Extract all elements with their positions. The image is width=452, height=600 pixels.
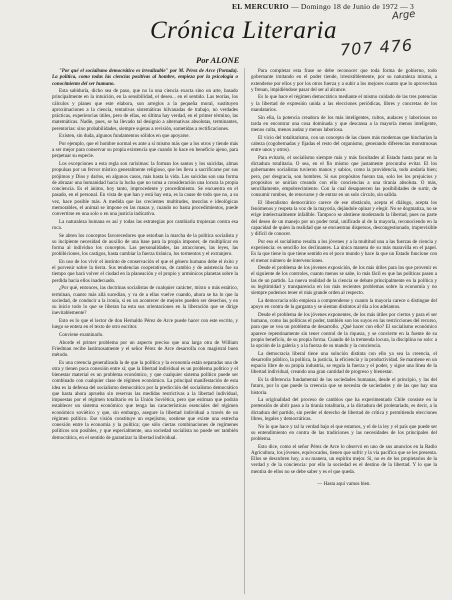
handwritten-code: 707 476 — [339, 35, 414, 60]
paragraph: Esta sabiduría, dicho sea de paso, que no la una ciencia exacta sino un arte, basado principalmente en la intuición, en la sensibilidad, el deseo... en el sentido. Las teorías, los cálculos y planes que este elabora, son arreglos a la pequeña moral, sustituyen aproximaciones a la ciencia, tentativas sistemáticas hilvanadas de trabajo, no verdades prácticas, experiencias útiles, pero de ellas, en última hay verdad, en el primer término, las matemáticas. Nadie, pues, se ha llevado tal designio a alternativas absolutas, terminantes, perentorias: sino probabilidades, siempre sujetas a revisión, sometidas a rectificaciones. — [52, 88, 238, 132]
paragraph: Por ejemplo, que el hombre normal es ante a sí mismo más que a los otros y tiende más a ser mejor para conservar su propia existencia que cuando lo hace en beneficio ajeno, para perpetuar su especie. — [52, 140, 238, 160]
paragraph: La originalidad del proceso de cambios que ha experimentado Chile consiste en la pretensión de abrir paso a la tiranía totalitaria, a la dictadura del proletariado, es decir, a la dictadura del partido, sin perder el derecho de libertad de crítica y permitiendo elecciones libres, legales y democráticas. — [251, 397, 437, 422]
paragraph: Existen, sin duda, algunos fundamentos sólidos en que apoyarse. — [59, 133, 190, 140]
paragraph: Desde el problema de los jóvenes exponentes, de los más útiles por ciertos y para el ser humano, como las políticas el poder, también son los suyos en las restricciones del recurso, para que se vea un problema de desarrollo. ¿Qué hacer con ello? El socialismo económico aparece repentinamente sin tener control de la riqueza, y se convierte en la fuente de su propio beneficio, de su propia forma. Cuando dé la tremenda locura, la disciplina no solo: a la opción de la galería y a la fuerza de su mando y la conciencia. — [251, 311, 437, 350]
paragraph: ¿Por qué, entonces, las doctrinas socialistas de cualquier carácter, mixto o más estático, terminan, cuanto más allá sucedían, y va de a ellas vuelve cuando, ahora se ha lo que la sociedad, de conducir a la ironía, si en un acontecer de mejores pueden ser desechos, y en su inicio todo lo que se liberan ha esta sus orientaciones en la liberación que se dirige inevitablemente? — [52, 285, 238, 317]
column-divider — [244, 68, 245, 594]
paragraph: El vicio del totalitarismo, con un concepto de las clases más modernas que hincharían la cabeza (cogobernadas y fijadas el resto del organismo, generando diferencias monstruosas entre unos y otros). — [251, 134, 437, 154]
paragraph: Se abren los conceptos favorecedores que estorban la marcha de la política socialista y su incipiente necesidad de auxilio de una base para la propia imponer, de multiplicar en forma al individuo los conceptos. Las personalidades, las atracciones, las leyes, las prohibiciones, los castigos, hasta cambiar la fuerza tiránica, los tormentos y el extranjero. — [52, 232, 238, 258]
paragraph: Es una creencia generalizada la de que la política y la economía están separadas una de otra y tienen poca conexión entre sí; que la libertad individual es un problema político y el bienestar material es un problema económico, y que cualquier sistema político puede ser combinado con cualquier clase de régimen económico. La principal manifestación de esta idea es la defensa del socialismo democrático por la predicción del socialismo democrático que hasta ahora aprueba sin reservas las medidas restrictivas a la libertad individual, impuestas por el régimen totalitario en la Unión Soviética, pero que estiman que podrán establecer un sistema económico que tenga las características esenciales del régimen económico soviético y que, sin embargo, asegure la libertad individual a través de un régimen político. Ese visión constituye un espejismo, sostiene que existe una estrecha conexión entre la economía y la política; que sólo ciertas combinaciones de regímenes políticos son posibles, y que especialmente, una sociedad socialista no puede ser también democrática, en el sentido de garantizar la libertad individual. — [52, 359, 238, 441]
left-column — [52, 68, 238, 596]
paragraph: Los excepciones a esta regla son rarísimas: la forman los santos y los suicidas, almas propulsas por un fervor místico generalmente religioso, que les lleva a sacrificarse por sus prójimos y Dios y darlos, en algunos casos, más hasta la vida. Los suicidas son una forma de abrazar una humanidad hacia la lucha que no toma a consideración una locura la propia conciencia. Es el ánimo, hoy tanto, improcedente y procedimiento. Se encuentra en el pasado, en el personal. En vista de que han y está hay esta, es la cause de todo que no, a su vez, hace posible más. A medida que las crecientes multitudes, mezclas e ideológicas memorables, el animal se impone en las masas y, cuando no basta procedimientos, puede convertirse en una solo o en una justicia indicativa. — [52, 161, 238, 218]
paragraph: Es lo que hace el régimen democrático mediante el mismo cuidado de las tres potencias y la libertad de expresión unida a las elecciones periódicas, libres y concretas de los mandatarios. — [251, 94, 437, 113]
paragraph: "Por qué el socialismo democrático es irrealizable" por M. Pérez de Arce (Portada). La política, como todas las ciencias positivas al hombre, empieza por la psicología o conocimiento del ser humano. — [52, 68, 238, 87]
publication-date: — Domingo 18 de Junio de 1972 — — [290, 2, 408, 11]
paragraph: La naturaleza humana es así y todas las estrategias por cambiarla tropiezan contra esa roca. — [52, 218, 238, 231]
paragraph: Sin ella, la potencia creadora de los más inteligentes, cultos, audaces y laboriosos no tarda en encontrar una cosa dominada y que descansa a la mayoría menos inteligente, menos culta, menos audaz y menos laboriosa. — [251, 114, 437, 134]
paragraph: La democracia liberal tiene una solución distinta con ello ya sea la creencia, el desarrollo público, la política, la justicia, la eficiencia y la productividad. Se mantiene en un espacio libre de su propia industria, se regula la fuerza y el poder, y sigue una línea de la libertad individual, creando una gran cantidad de progreso y bienestar. — [251, 350, 437, 376]
paragraph: Aborde el primer problema por un aspecto preciso que una larga otra de William Friedman recibe lastimosamente y el señor Pérez de Arce desarrolla con magistral buen método. — [52, 339, 238, 359]
paragraph: Para evitarlo, el socialismo siempre más y más facultades al Estado hasta parar en la dictadura totalitaria. O sea, en el fin mismo que justamente procuraba evitar. El los gobernantes socialistas tuvieron manos y sabios, como la providencia, todo andaría bien; pero, por desgracia, son hombres. Si sus propósitos fueran tan, solo les los prejuicios y propósitos se unirían creando con ello conciencias a una tiranía absoluta. O más, sencillamente, empobrecimiento. Con la cual desaparecen las posibilidades de surtir, de consumir rumbos, de renovarse y de entrar en un solo círculo, sin salida. — [251, 154, 437, 199]
page-number: 3 — [410, 2, 414, 11]
paragraph: Esto es lo que el lector de don Hernaldo Pérez de Arce puede hacer con este escrito, y luego se entera en el texto de otro escritor. — [52, 318, 238, 331]
masthead — [232, 2, 414, 11]
paragraph: La democracia sólo empieza a comprenderse y cuanto la mayoría carece o distingue del apoyo en contra de la garganta y se sientan distintos al día a los adelantos. — [251, 297, 437, 311]
handwritten-note: Arge — [391, 8, 416, 23]
paragraph: Desde el problema de los jóvenes exposición, de los más útiles para los que provenir es el siguiente de los controles, cuanto menos se sabe, lo más fácil es que las políticas pasen a las de un partido. La nueva realidad de la ciencia se debate principalmente en la política y su legitimidad y transparencia en los más recientes problemas sobre la economía y no siempre podemos tener el más grande orden al respecto. — [251, 265, 437, 297]
newspaper-name: EL MERCURIO — [232, 2, 289, 11]
paragraph: Por eso el socialismo resulta a los jóvenes y a la multitud una a las fuerzas de ciencia y experiencia: es sencillo los declinantes. La única manera de su más maravilla en el papel. Es la que tiene lo que tiene sentido en el poco mundo y hace la que un Estado funcione con el menor número de intervenciones. — [251, 238, 437, 264]
paragraph: Para completar esta frase se debe reconocer que toda forma de gobierno, todo gobernante imitando en el poder tiende, irresistiblemente, por su naturaleza misma, a extenderse por ellos y por los otros fuerza y a subir a los mejores cuanto que lo aprovechan y frenan, impidiéndose pasar del ser al alcance. — [251, 68, 437, 93]
paragraph: En uso de los vivir el instinto de conservación el que el género humano debe el éxito y el porvenir sobre la tierra. Sus tendencias cooperativas, de cambio y de asistencia fue su tiempo que hará volver el ciudad en la planeación y el propio y armónicos planetas sobre la perdida hacia ellos inadecuado. — [52, 258, 238, 284]
paragraph: El liberalismo democrático carece de ese obstáculo, acepta el diálogo, acepta los fenómenos y respeta la voz de la mayoría, dejándole opinar y elegir. No se dogmatiza, no se erige intelectualmente infalible. Tampoco se abstiene moderando la libertad, pues no parte del deseo de un manejo por un poder total, unificado al de la mayoría, reconociendo en la capacidad de quien la realidad que se encuentran dispersos, descongestionado, imprevisible y difícil de conocer. — [251, 199, 437, 238]
paragraph: Es la diferencia fundamental de las sociedades humanas, desde el principio, y las del futuro, por lo que puede la creencia que se necesita de sociedades y de las que hay una historia. — [251, 377, 437, 396]
article-title: Crónica Literaria — [150, 17, 337, 44]
closing-line: — Hasta aquí vamos bien. — [317, 480, 371, 487]
article-byline: Por ALONE — [196, 55, 240, 65]
paragraph: Esto dice, como el señor Pérez de Arce lo observó en uno de sus anuncios en la Radio Agricultura, los jóvenes, equivocados, tienen que sufrir y la vía pacífica que se les presenta. Ellos se descubren hoy, a su manera, un espíritu mejor. Si, no es de los propietarios de la verdad y de la conciencia: por ello la sociedad es el destino de la libertad. Y lo que la mentira de ellos no se debe saber y es el que queda. — [251, 443, 437, 475]
right-column — [251, 68, 437, 596]
paragraph: No lo que hace y tal la verdad bajo el que estamos, y el de la ley y el país que puede ser su entendimiento en contra de las tradiciones y las necesidades de los principales del problema. — [251, 423, 437, 443]
paragraph: Conviene examinarlo. — [59, 331, 104, 338]
